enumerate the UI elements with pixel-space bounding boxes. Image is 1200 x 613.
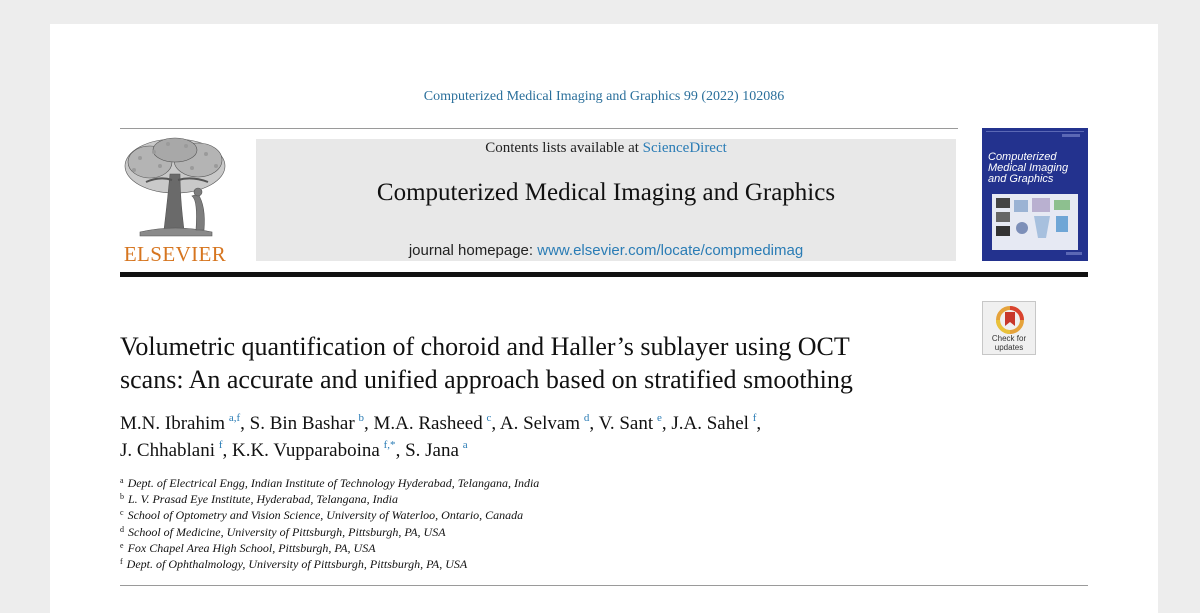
author-name[interactable]: A. Selvam (499, 413, 581, 434)
author[interactable] (120, 413, 240, 434)
author[interactable] (120, 440, 222, 461)
author-line (120, 410, 980, 437)
affiliation-item (120, 540, 820, 556)
journal-citation[interactable]: Computerized Medical Imaging and Graphics 99 (2022) 102086 (423, 89, 785, 104)
check-updates-line: Check for (991, 334, 1027, 343)
author[interactable] (500, 413, 590, 434)
affiliation-item (120, 556, 820, 572)
check-for-updates-button[interactable] (982, 301, 1036, 355)
journal-title: Computerized Medical Imaging and Graphics (376, 179, 836, 206)
author-affiliation-marker[interactable]: c (486, 412, 492, 424)
affiliation-item (120, 507, 820, 523)
homepage-prefix: journal homepage: (408, 242, 538, 259)
affiliation-text: Fox Chapel Area High School, Pittsburgh, PA, USA (127, 540, 376, 555)
affiliation-text: School of Medicine, University of Pittsburgh, Pittsburgh, PA, USA (128, 524, 446, 539)
homepage-link[interactable]: www.elsevier.com/locate/compmedimag (537, 242, 804, 259)
affiliation-text: L. V. Prasad Eye Institute, Hyderabad, Telangana, India (128, 492, 398, 507)
affiliation-item (120, 475, 820, 491)
banner-divider (120, 272, 1088, 277)
contents-prefix: Contents lists available at (485, 140, 643, 156)
cover-title-line: Computerized (988, 151, 1057, 163)
cover-title-line: and Graphics (988, 173, 1054, 185)
author-separator: , (661, 413, 672, 434)
author-separator: , (222, 440, 232, 461)
author-line (120, 437, 980, 464)
journal-cover[interactable] (982, 128, 1088, 261)
author-affiliation-marker[interactable]: b (358, 412, 364, 424)
journal-homepage (256, 242, 956, 259)
affiliation-key: c (120, 508, 124, 518)
affiliation-text: Dept. of Ophthalmology, University of Pittsburgh, Pittsburgh, PA, USA (126, 557, 468, 572)
affiliation-text: School of Optometry and Vision Science, University of Waterloo, Ontario, Canada (127, 508, 524, 523)
affiliation-key: a (120, 476, 124, 485)
article-title-line: scans: An accurate and unified approach based on stratified smoothing (120, 365, 853, 394)
author[interactable] (671, 413, 756, 434)
affiliation-list (120, 475, 820, 572)
header-divider (120, 128, 958, 129)
affiliation-key: f (120, 557, 123, 567)
author-separator: , (589, 413, 599, 434)
author-name[interactable]: M.A. Rasheed (373, 413, 483, 434)
affiliations-divider (120, 585, 1088, 586)
author-name[interactable]: V. Sant (598, 413, 654, 434)
author-separator: , (395, 440, 406, 461)
check-updates-label (983, 334, 1035, 352)
author-name[interactable]: J. Chhablani (120, 440, 215, 461)
cover-title (988, 152, 1086, 185)
check-updates-line: updates (994, 343, 1024, 352)
author-name[interactable]: S. Bin Bashar (249, 413, 355, 434)
author-name[interactable]: J.A. Sahel (671, 413, 749, 434)
affiliation-item (120, 524, 820, 540)
affiliation-key: b (120, 492, 124, 502)
author-name[interactable]: M.N. Ibrahim (120, 413, 226, 434)
elsevier-logo[interactable] (120, 136, 230, 264)
author-separator: , (363, 413, 374, 434)
author[interactable] (599, 413, 662, 434)
sciencedirect-link[interactable]: ScienceDirect (642, 140, 727, 156)
cover-artwork (982, 128, 1088, 261)
author-affiliation-marker[interactable]: f,* (383, 439, 396, 451)
author-separator: , (756, 413, 762, 434)
article-title (120, 330, 950, 396)
article-title-line: Volumetric quantification of choroid and Haller’s sublayer using OCT (120, 332, 850, 361)
contents-availability (256, 140, 956, 157)
author[interactable] (373, 413, 491, 434)
author-separator: , (491, 413, 500, 434)
author-affiliation-marker[interactable]: d (583, 412, 590, 424)
author-name[interactable]: S. Jana (405, 440, 459, 461)
author-separator: , (240, 413, 250, 434)
author-list (120, 410, 980, 464)
elsevier-tree-icon (120, 136, 230, 240)
affiliation-key: e (120, 540, 124, 550)
author[interactable] (250, 413, 364, 434)
journal-banner (256, 139, 956, 261)
author-affiliation-marker[interactable]: f (218, 439, 223, 451)
author-affiliation-marker[interactable]: e (656, 412, 662, 424)
author[interactable] (405, 440, 468, 461)
cover-title-line: Medical Imaging (988, 162, 1069, 174)
author-name[interactable]: K.K. Vupparaboina (231, 440, 380, 461)
author-affiliation-marker[interactable]: f (752, 412, 757, 424)
elsevier-wordmark: ELSEVIER (123, 242, 227, 266)
affiliation-key: d (120, 524, 124, 534)
article-page (50, 24, 1158, 613)
author[interactable] (232, 440, 396, 461)
author-affiliation-marker[interactable]: a,f (228, 412, 241, 424)
check-for-updates-icon (983, 303, 1037, 335)
affiliation-item (120, 491, 820, 507)
affiliation-text: Dept. of Electrical Engg, Indian Institute of Technology Hyderabad, Telangana, India (127, 476, 540, 490)
author-affiliation-marker[interactable]: a (462, 439, 468, 451)
